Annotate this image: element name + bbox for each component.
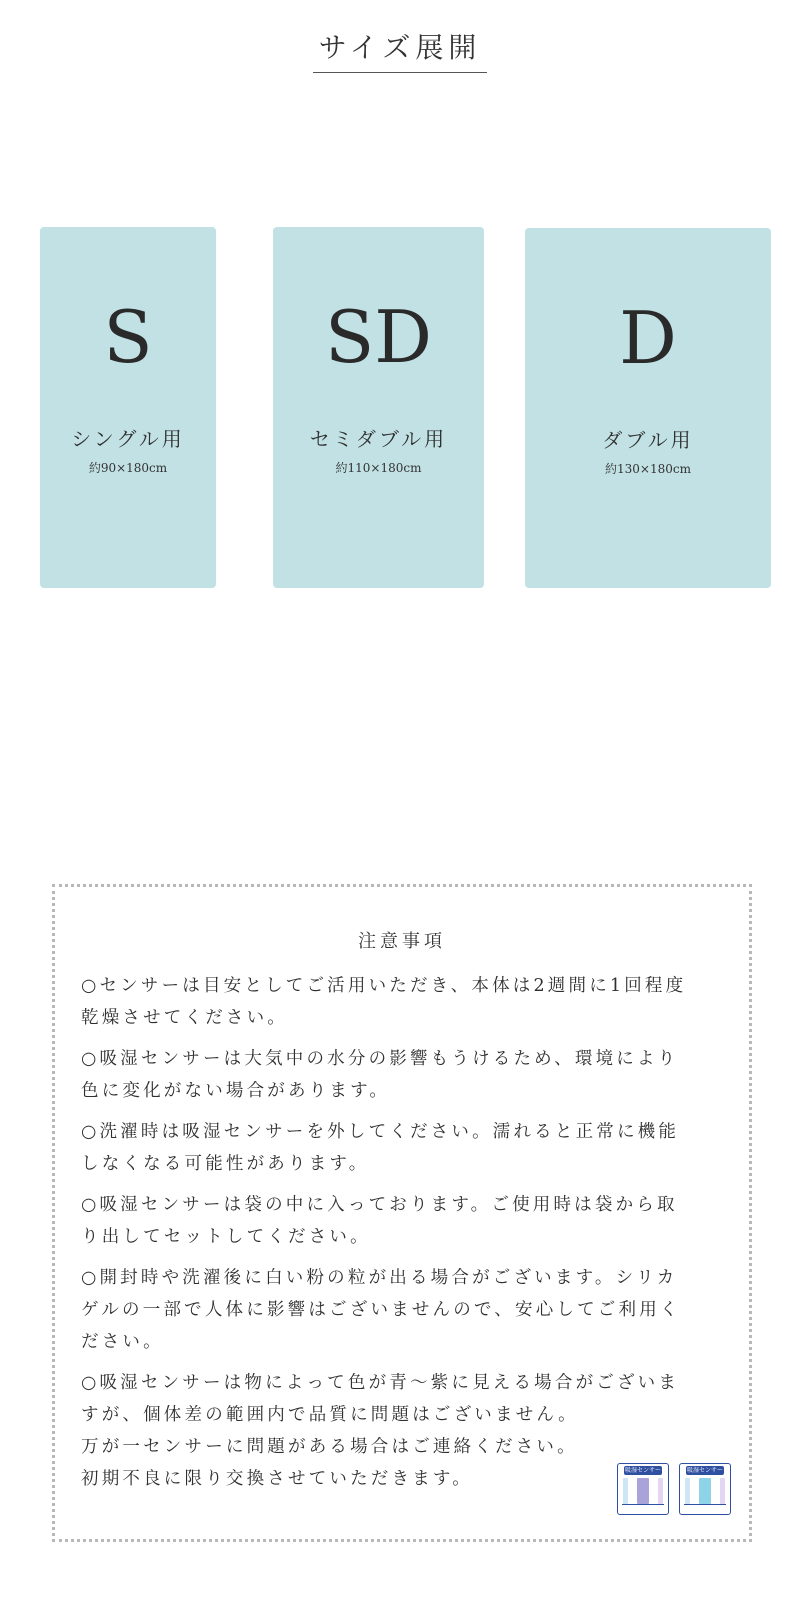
- note-line: ○洗濯時は吸湿センサーを外してください。濡れると正常に機能: [81, 1122, 680, 1142]
- sensor-color-strip: [637, 1478, 649, 1504]
- notes-list: [81, 970, 721, 1504]
- sensor-label: 吸湿センサー: [624, 1467, 661, 1474]
- size-dimensions: 約90×180cm: [88, 461, 168, 475]
- note-line: すが、個体差の範囲内で品質に問題はございません。: [81, 1405, 579, 1425]
- size-dimensions: 約110×180cm: [335, 461, 422, 475]
- humidity-sensor-purple-image: [617, 1463, 669, 1515]
- sensor-label: 吸湿センサー: [686, 1467, 723, 1474]
- sensor-footer: [622, 1504, 664, 1511]
- size-card-semi-double: [273, 227, 484, 588]
- sensor-side-panel: [685, 1478, 690, 1504]
- size-card-single: [40, 227, 216, 588]
- note-line: ゲルの一部で人体に影響はございませんので、安心してご利用く: [81, 1300, 681, 1320]
- note-item: [81, 1262, 721, 1358]
- note-item: [81, 970, 721, 1034]
- size-name: シングル用: [71, 427, 185, 451]
- sensor-side-panel: [623, 1478, 628, 1504]
- sensor-footer: [684, 1504, 726, 1511]
- note-line: ○吸湿センサーは物によって色が青～紫に見える場合がございま: [81, 1373, 680, 1393]
- note-line: 色に変化がない場合があります。: [81, 1081, 391, 1101]
- size-name: ダブル用: [602, 428, 694, 452]
- size-letter: D: [619, 296, 677, 380]
- sensor-color-strip: [699, 1478, 711, 1504]
- size-letter: SD: [324, 295, 433, 379]
- note-line: ○開封時や洗濯後に白い粉の粒が出る場合がございます。シリカ: [81, 1268, 678, 1288]
- sensor-side-panel: [658, 1478, 663, 1504]
- note-line: ○吸湿センサーは大気中の水分の影響もうけるため、環境により: [81, 1049, 679, 1069]
- size-card-double: [525, 228, 771, 588]
- page-title: サイズ展開: [313, 26, 488, 73]
- note-line: しなくなる可能性があります。: [81, 1154, 370, 1174]
- note-line: ださい。: [81, 1332, 164, 1352]
- note-line: 乾燥させてください。: [81, 1008, 288, 1028]
- humidity-sensor-blue-image: [679, 1463, 731, 1515]
- note-line: り出してセットしてください。: [81, 1227, 371, 1247]
- note-item: [81, 1043, 721, 1107]
- note-item: [81, 1116, 721, 1180]
- note-line: 万が一センサーに問題がある場合はご連絡ください。: [81, 1437, 578, 1457]
- size-name: セミダブル用: [309, 427, 448, 451]
- notes-title: 注意事項: [358, 931, 446, 952]
- notes-box: [52, 884, 752, 1542]
- note-line: ○吸湿センサーは袋の中に入っております。ご使用時は袋から取: [81, 1195, 678, 1215]
- note-line: ○センサーは目安としてご活用いただき、本体は2週間に1回程度: [81, 976, 687, 996]
- size-dimensions: 約130×180cm: [605, 462, 691, 476]
- note-line: 初期不良に限り交換させていただきます。: [81, 1469, 473, 1489]
- note-item: [81, 1189, 721, 1253]
- size-letter: S: [103, 295, 153, 379]
- sensor-side-panel: [720, 1478, 725, 1504]
- section-title-wrap: [0, 26, 800, 73]
